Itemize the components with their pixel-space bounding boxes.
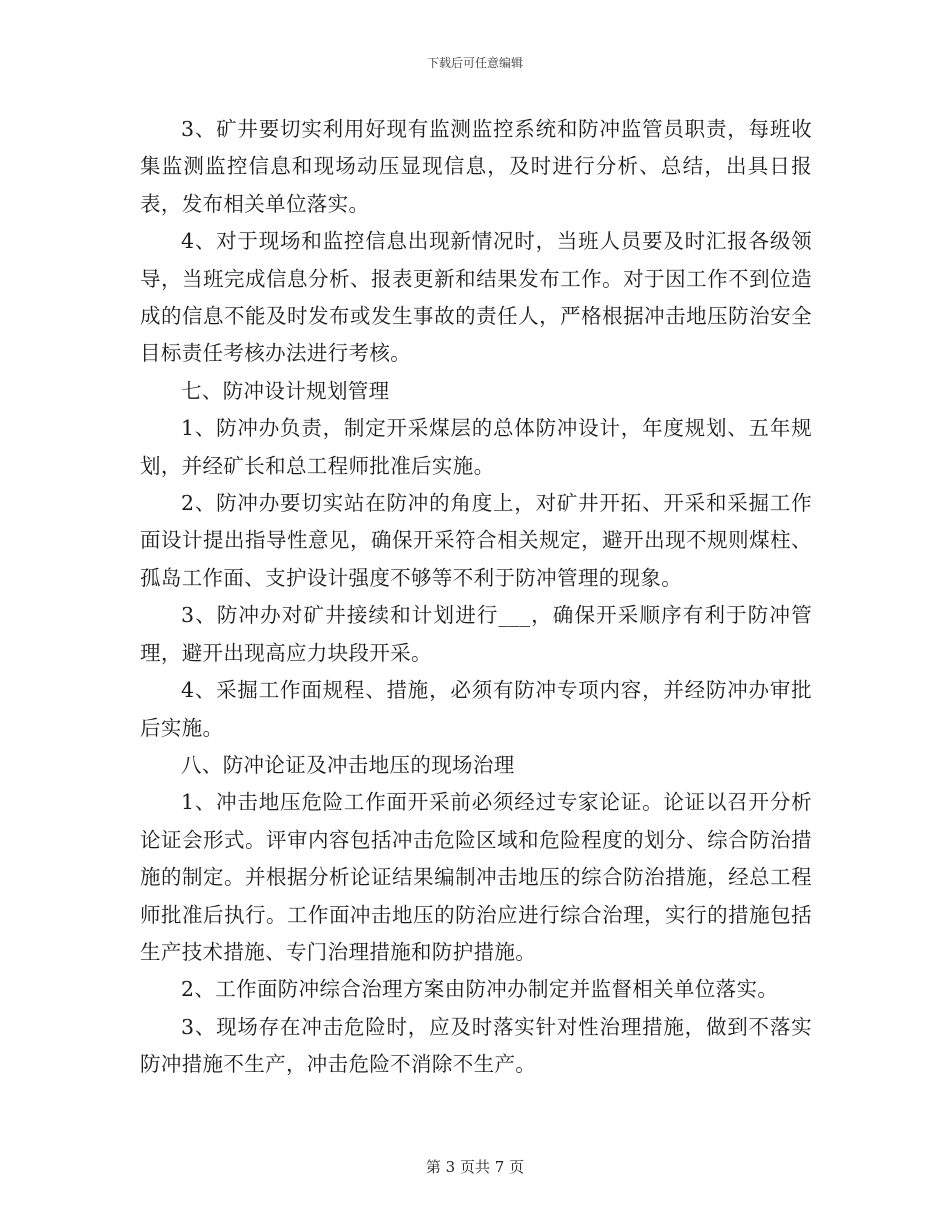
paragraph-monitoring-use: 3、矿井要切实利用好现有监测监控系统和防冲监管员职责，每班收集监测监控信息和现场动压显现信息，及时进行分析、总结，出具日报表，发布相关单位落实。 xyxy=(140,117,812,216)
paragraph-mining-sequence: 3、防冲办对矿井接续和计划进行___，确保开采顺序有利于防冲管理，避开出现高应力块段开采。 xyxy=(140,603,812,665)
paragraph-overall-design: 1、防冲办负责，制定开采煤层的总体防冲设计，年度规划、五年规划，并经矿长和总工程师批准后实施。 xyxy=(140,416,812,478)
paragraph-procedure-approval: 4、采掘工作面规程、措施，必须有防冲专项内容，并经防冲办审批后实施。 xyxy=(140,678,812,740)
paragraph-reporting-duty: 4、对于现场和监控信息出现新情况时，当班人员要及时汇报各级领导，当班完成信息分析、报表更新和结果发布工作。对于因工作不到位造成的信息不能及时发布或发生事故的责任人，严格根据冲击地压防治安全目标责任考核办法进行考核。 xyxy=(140,229,812,366)
section-heading-design-planning: 七、防冲设计规划管理 xyxy=(181,378,390,403)
page-number: 第 3 页共 7 页 xyxy=(425,1158,525,1176)
paragraph-no-production-rule: 3、现场存在冲击危险时，应及时落实针对性治理措施，做到不落实防冲措施不生产，冲击危险不消除不生产。 xyxy=(140,1014,812,1077)
paragraph-treatment-plan: 2、工作面防冲综合治理方案由防冲办制定并监督相关单位落实。 xyxy=(181,977,779,1002)
paragraph-expert-review: 1、冲击地压危险工作面开采前必须经过专家论证。论证以召开分析论证会形式。评审内容包括冲击危险区域和危险程度的划分、综合防治措施的制定。并根据分析论证结果编制冲击地压的综合防治措施，经总工程师批准后执行。工作面冲击地压的防治应进行综合治理，实行的措施包括生产技术措施、专门治理措施和防护措施。 xyxy=(140,790,812,964)
paragraph-guidance-opinions: 2、防冲办要切实站在防冲的角度上，对矿井开拓、开采和采掘工作面设计提出指导性意见，确保开采符合相关规定，避开出现不规则煤柱、孤岛工作面、支护设计强度不够等不利于防冲管理的现象。 xyxy=(140,491,812,590)
section-heading-field-treatment: 八、防冲论证及冲击地压的现场治理 xyxy=(181,752,515,777)
page-header: 下载后可任意编辑 xyxy=(426,56,523,70)
document-body xyxy=(140,111,812,1084)
